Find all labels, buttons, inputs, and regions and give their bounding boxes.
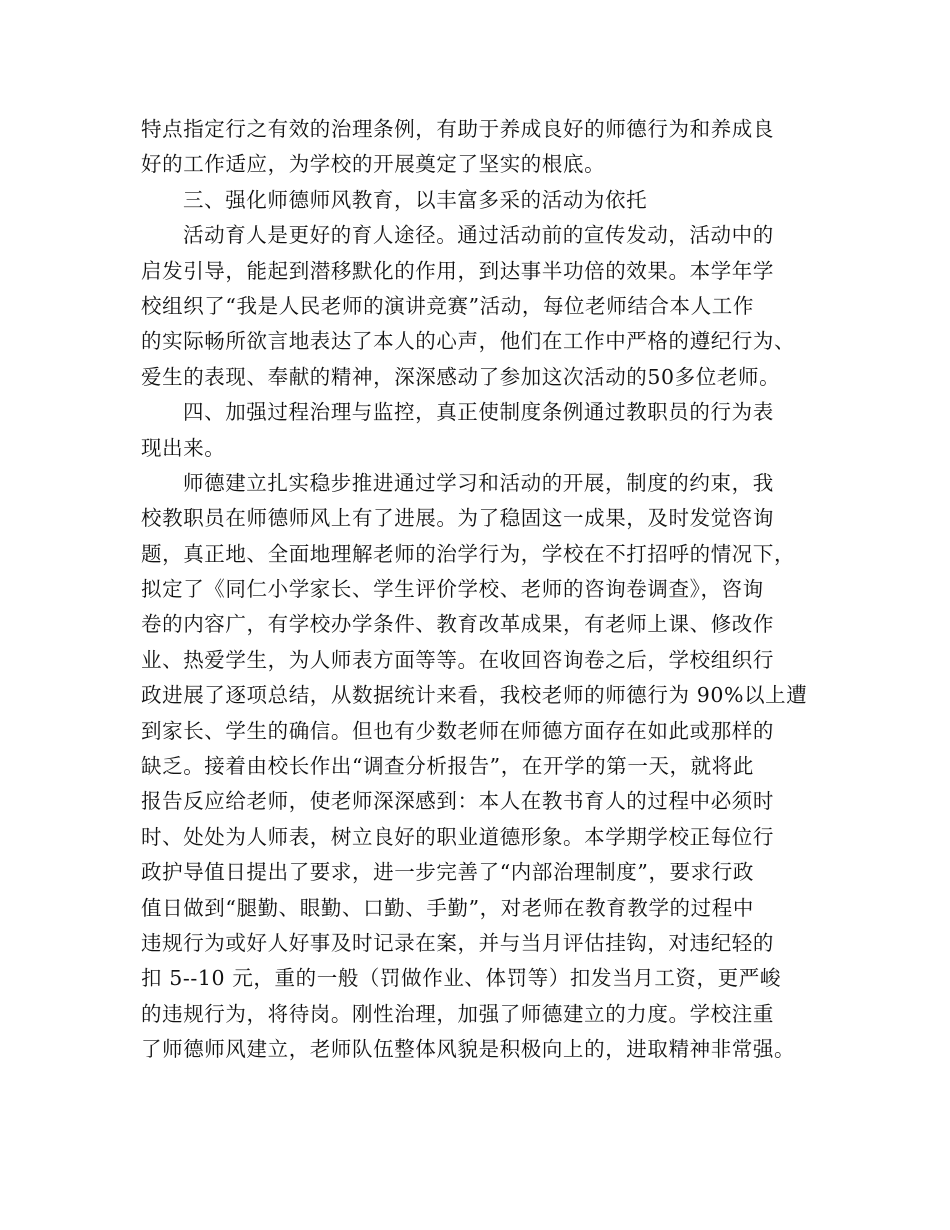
text-line: 政护导值日提出了要求，进一步完善了“内部治理制度”，要求行政 (141, 860, 754, 885)
text-line: 好的工作适应，为学校的开展奠定了坚实的根底。 (141, 152, 606, 177)
text-line: 爱生的表现、奉献的精神，深深感动了参加这次活动的50多位老师。 (141, 364, 781, 389)
text-line: 业、热爱学生，为人师表方面等等。在收回咨询卷之后，学校组织行 (141, 647, 774, 672)
text-line: 值日做到“腿勤、眼勤、口勤、手勤”，对老师在教育教学的过程中 (141, 895, 754, 920)
text-line: 卷的内容广，有学校办学条件、教育改革成果，有老师上课、修改作 (141, 612, 774, 637)
text-line: 报告反应给老师，使老师深深感到：本人在教书育人的过程中必须时 (141, 789, 774, 814)
text-line: 特点指定行之有效的治理条例，有助于养成良好的师德行为和养成良 (141, 117, 774, 141)
text-line: 的违规行为，将待岗。刚性治理，加强了师德建立的力度。学校注重 (141, 1001, 774, 1026)
text-line: 扣 5--10 元，重的一般（罚做作业、体罚等）扣发当月工资，更严峻 (141, 966, 781, 991)
text-line: 的实际畅所欲言地表达了本人的心声，他们在工作中严格的遵纪行为、 (141, 329, 796, 354)
text-line: 到家长、学生的确信。但也有少数老师在师德方面存在如此或那样的 (141, 718, 774, 743)
text-line: 政进展了逐项总结，从数据统计来看，我校老师的师德行为 90%以上遭 (141, 683, 808, 708)
text-line: 活动育人是更好的育人途径。通过活动前的宣传发动，活动中的 (183, 223, 774, 248)
document-body (141, 112, 823, 1068)
text-line: 违规行为或好人好事及时记录在案，并与当月评估挂钩，对违纪轻的 (141, 930, 774, 955)
text-line: 题，真正地、全面地理解老师的治学行为，学校在不打招呼的情况下， (141, 541, 796, 566)
text-line: 现出来。 (141, 435, 226, 460)
text-line: 四、加强过程治理与监控，真正使制度条例通过教职员的行为表 (183, 400, 774, 425)
text-line: 时、处处为人师表，树立良好的职业道德形象。本学期学校正每位行 (141, 824, 774, 849)
text-line: 启发引导，能起到潜移默化的作用，到达事半功倍的效果。本学年学 (141, 258, 774, 283)
text-line: 校教职员在师德师风上有了进展。为了稳固这一成果，及时发觉咨询 (141, 506, 774, 531)
text-line: 了师德师风建立，老师队伍整体风貌是积极向上的，进取精神非常强。 (141, 1037, 796, 1062)
text-line: 拟定了《同仁小学家长、学生评价学校、老师的咨询卷调查》，咨询 (141, 577, 764, 602)
text-line: 缺乏。接着由校长作出“调查分析报告”，在开学的第一天，就将此 (141, 754, 754, 779)
text-line: 三、强化师德师风教育，以丰富多采的活动为依托 (183, 187, 648, 212)
text-line: 校组织了“我是人民老师的演讲竞赛”活动，每位老师结合本人工作 (141, 293, 754, 318)
text-line: 师德建立扎实稳步推进通过学习和活动的开展，制度的约束，我 (183, 470, 774, 495)
